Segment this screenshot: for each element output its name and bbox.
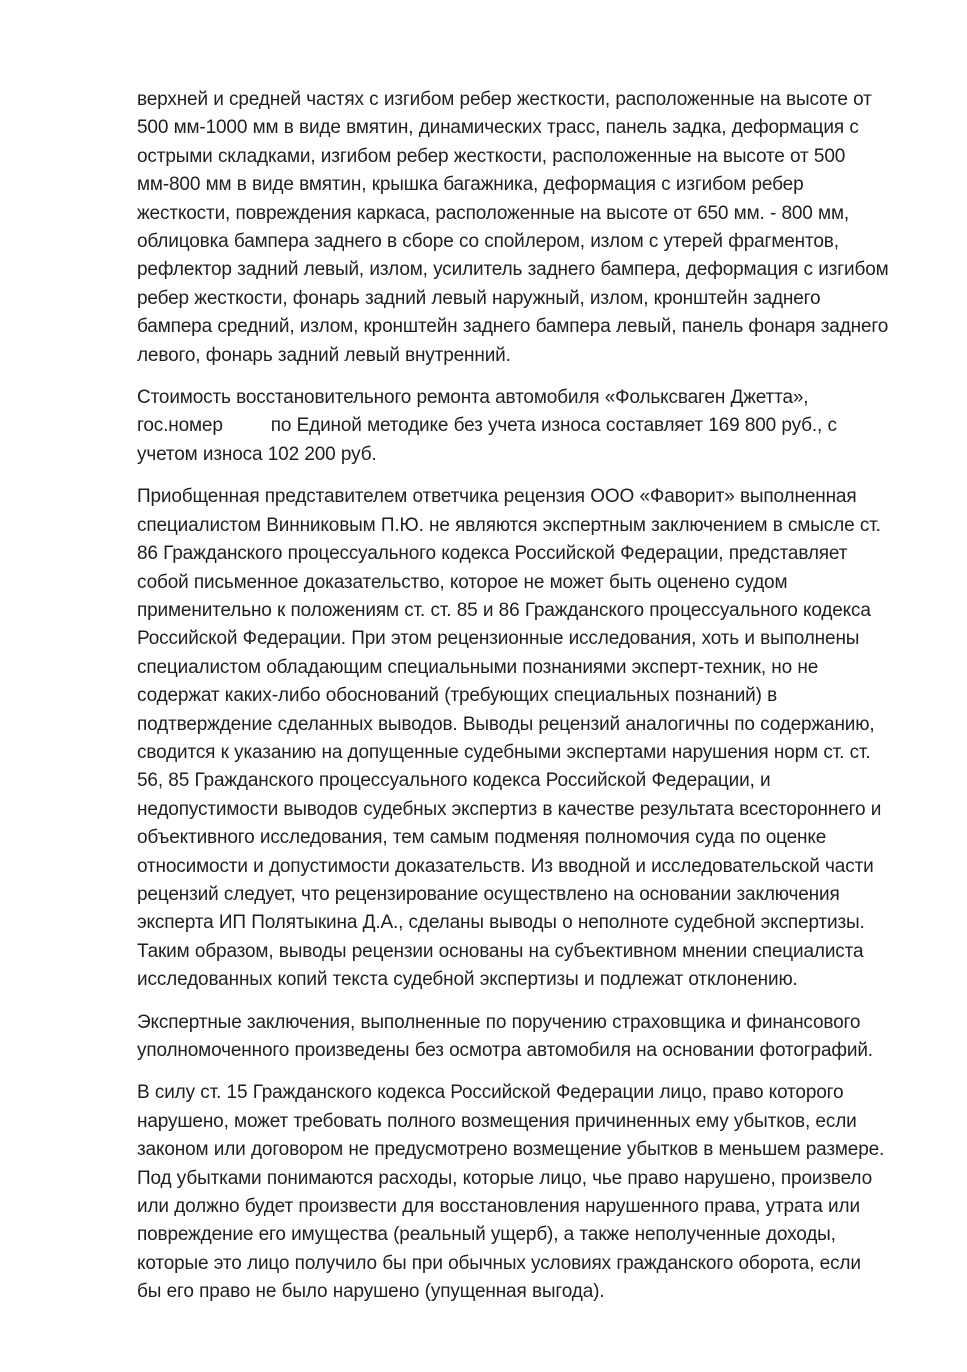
paragraph-damage-description: верхней и средней частях с изгибом ребер жесткости, расположенные на высоте от 500 мм-1000 мм в виде вмятин, динамических трасс, панель задка, деформация с острыми складками, изгибом ребер жесткости, расположенные на высоте от 500 мм-800 мм в виде вмятин, крышка багажника, деформация с изгибом ребер жесткости, повреждения каркаса, расположенные на высоте от 650 мм. - 800 мм, облицовка бампера заднего в сборе со спойлером, излом с утерей фрагментов, рефлектор задний левый, излом, усилитель заднего бампера, деформация с изгибом ребер жесткости, фонарь задний левый наружный, излом, кронштейн заднего бампера средний, излом, кронштейн заднего бампера левый, панель фонаря заднего левого, фонарь задний левый внутренний. (137, 89, 889, 366)
paragraph-repair-cost: Стоимость восстановительного ремонта автомобиля «Фольксваген Джетта», гос.номер по Единой методике без учета износа составляет 169 800 руб., с учетом износа 102 200 руб. (137, 387, 837, 465)
paragraph-review-assessment: Приобщенная представителем ответчика рецензия ООО «Фаворит» выполненная специалистом Винниковым П.Ю. не являются экспертным заключением в смысле ст. 86 Гражданского процессуального кодекса Российской Федерации, представляет собой письменное доказательство, которое не может быть оценено судом применительно к положениям ст. ст. 85 и 86 Гражданского процессуального кодекса Российской Федерации. При этом рецензионные исследования, хоть и выполнены специалистом обладающим специальными познаниями эксперт-техник, но не содержат каких-либо обоснований (требующих специальных познаний) в подтверждение сделанных выводов. Выводы рецензий аналогичны по содержанию, сводится к указанию на допущенные судебными экспертами нарушения норм ст. ст. 56, 85 Гражданского процессуального кодекса Российской Федерации, и недопустимости выводов судебных экспертиз в качестве результата всестороннего и объективного исследования, тем самым подменяя полномочия суда по оценке относимости и допустимости доказательств. Из вводной и исследовательской части рецензий следует, что рецензирование осуществлено на основании заключения эксперта ИП Полятыкина Д.А., сделаны выводы о неполноте судебной экспертизы. Таким образом, выводы рецензии основаны на субъективном мнении специалиста исследованных копий текста судебной экспертизы и подлежат отклонению. (137, 486, 882, 991)
paragraph-civil-code-article-15: В силу ст. 15 Гражданского кодекса Российской Федерации лицо, право которого нарушено, может требовать полного возмещения причиненных ему убытков, если законом или договором не предусмотрено возмещение убытков в меньшем размере. Под убытками понимаются расходы, которые лицо, чье право нарушено, произвело или должно будет произвести для восстановления нарушенного права, утрата или повреждение его имущества (реальный ущерб), а также неполученные доходы, которые это лицо получило бы при обычных условиях гражданского оборота, если бы его право не было нарушено (упущенная выгода). (137, 1082, 885, 1303)
paragraph-expert-conclusions: Экспертные заключения, выполненные по поручению страховщика и финансового уполномоченного произведены без осмотра автомобиля на основании фотографий. (137, 1011, 873, 1061)
